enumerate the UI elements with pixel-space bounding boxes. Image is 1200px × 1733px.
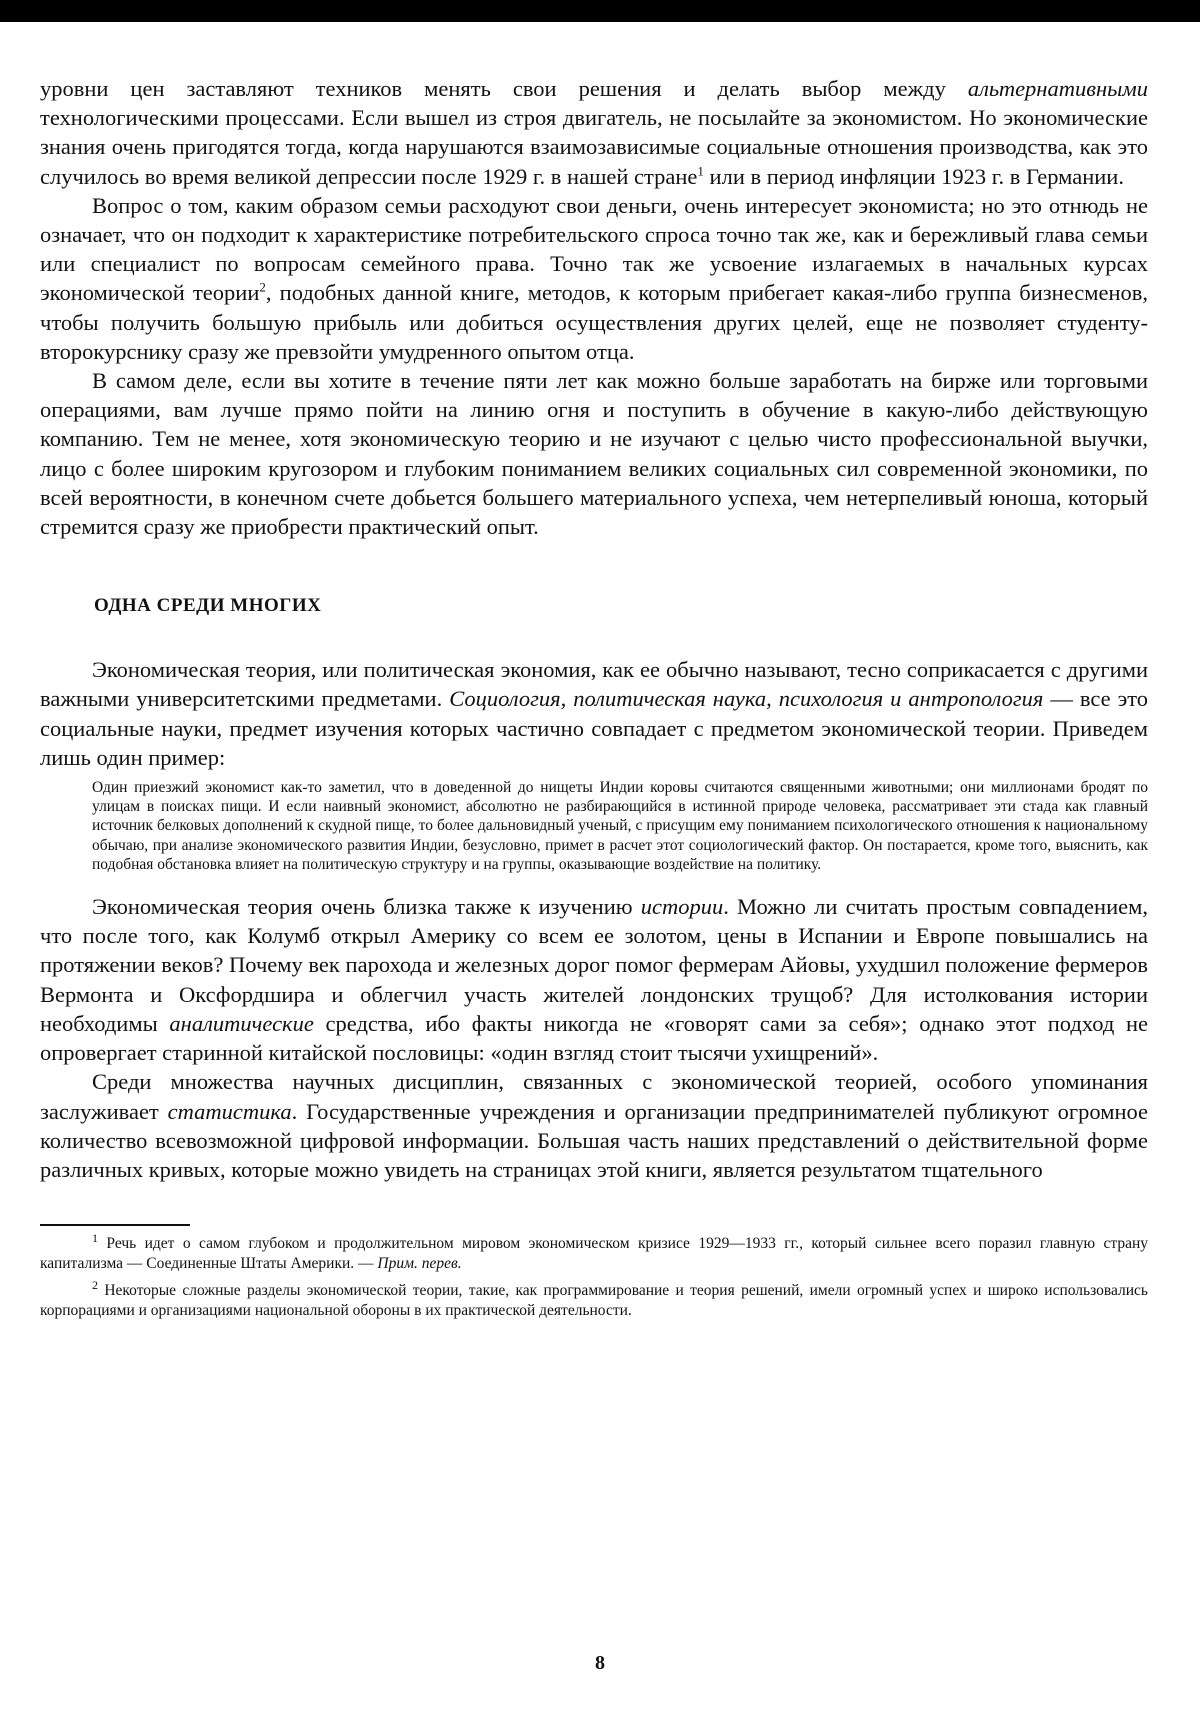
footnote-2: $^2$ Некоторые сложные разделы экономической теории, такие, как программирование и теория решений, имели огромный успех и широко использовались корпорациями и организациями национальной обороны в их практической деятельности. <box>40 1277 1148 1319</box>
page-number: 8 <box>595 1652 605 1674</box>
section-paragraph-3: Среди множества научных дисциплин, связанных с экономической теорией, особого упоминания заслуживает статистика. Государственные учреждения и организации предпринимателей публикуют огромное количество всевозможной цифровой информации. Большая часть наших представлений о действительной форме различных кривых, которые можно увидеть на страницах этой книги, является результатом тщательного <box>40 1069 1149 1182</box>
paragraph-2: Вопрос о том, каким образом семьи расходуют свои деньги, очень интересует экономиста; но это отнюдь не означает, что он подходит к характеристике потребительского спроса точно так же, как и бережливый глава семьи или специалист по вопросам семейного права. Точно так же усвоение излагаемых в начальных курсах экономической теории$^2$, подобных данной книге, методов, к которым прибегает какая-либо группа бизнесменов, чтобы получить большую прибыль или добиться осуществления других целей, еще не позволяет студенту-второкурснику сразу же превзойти умудренного опытом отца. <box>40 192 1148 364</box>
footnote-1: $^1$ Речь идет о самом глубоком и продолжительном мировом экономическом кризисе 1929—1933 гг., который сильнее всего поразил главную страну капитализма — Соединенные Штаты Америки. — Прим. перев. <box>40 1230 1148 1272</box>
scan-top-border <box>0 0 1200 22</box>
section-paragraph-2: Экономическая теория очень близка также к изучению истории. Можно ли считать простым совпадением, что после того, как Колумб открыл Америку со всем ее золотом, цены в Испании и Европе повышались на протяжении веков? Почему век парохода и железных дорог помог фермерам Айовы, ухудшил положение фермеров Вермонта и Оксфордшира и облегчил участь жителей лондонских трущоб? Для истолкования истории необходимы аналитические средства, ибо факты никогда не «говорят сами за себя»; однако этот подход не опровергает старинной китайской пословицы: «один взгляд стоит тысячи ухищрений». <box>40 894 1149 1066</box>
example-block: Один приезжий экономист как-то заметил, что в доведенной до нищеты Индии коровы считаются священными животными; они миллионами бродят по улицам в поисках пищи. И если наивный экономист, абсолютно не разбирающийся в истинной природе человека, рассматривает эти стада как главный источник белковых дополнений к скудной пище, то более дальновидный ученый, с присущим ему пониманием психологического отношения к национальному обычаю, при анализе экономического развития Индии, безусловно, примет в расчет этот социологический фактор. Он постарается, кроме того, выяснить, как подобная обстановка влияет на политическую структуру и на группы, оказывающие воздействие на политику. <box>92 779 1148 873</box>
footnote-ref-1[interactable]: 1 <box>697 163 704 179</box>
section-paragraph-1: Экономическая теория, или политическая экономия, как ее обычно называют, тесно соприкасается с другими важными университетскими предметами. Социология, политическая наука, психология и антропология — все это социальные науки, предмет изучения которых частично совпадает с предметом экономической теории. Приведем лишь один пример: <box>40 657 1149 770</box>
footnote-divider <box>40 1224 190 1226</box>
footnote-ref-2[interactable]: 2 <box>259 279 266 295</box>
paragraph-1: уровни цен заставляют техников менять свои решения и делать выбор между альтернативными технологическими процессами. Если вышел из строя двигатель, не посылайте за экономистом. Но экономические знания очень пригодятся тогда, когда нарушаются взаимозависимые социальные отношения производства, как это случилось во время великой депрессии после 1929 г. в нашей стране$^1$ или в период инфляции 1923 г. в Германии. <box>40 76 1148 189</box>
page-content <box>40 74 1148 1320</box>
section-heading: ОДНА СРЕДИ МНОГИХ <box>94 595 322 617</box>
paragraph-3: В самом деле, если вы хотите в течение пяти лет как можно больше заработать на бирже или торговыми операциями, вам лучше прямо пойти на линию огня и поступить в обучение в какую-либо действующую компанию. Тем не менее, хотя экономическую теорию и не изучают с целью чисто профессиональной выучки, лицо с более широким кругозором и глубоким пониманием великих социальных сил современной экономики, по всей вероятности, в конечном счете добьется большего материального успеха, чем нетерпеливый юноша, который стремится сразу же приобрести практический опыт. <box>40 368 1148 540</box>
